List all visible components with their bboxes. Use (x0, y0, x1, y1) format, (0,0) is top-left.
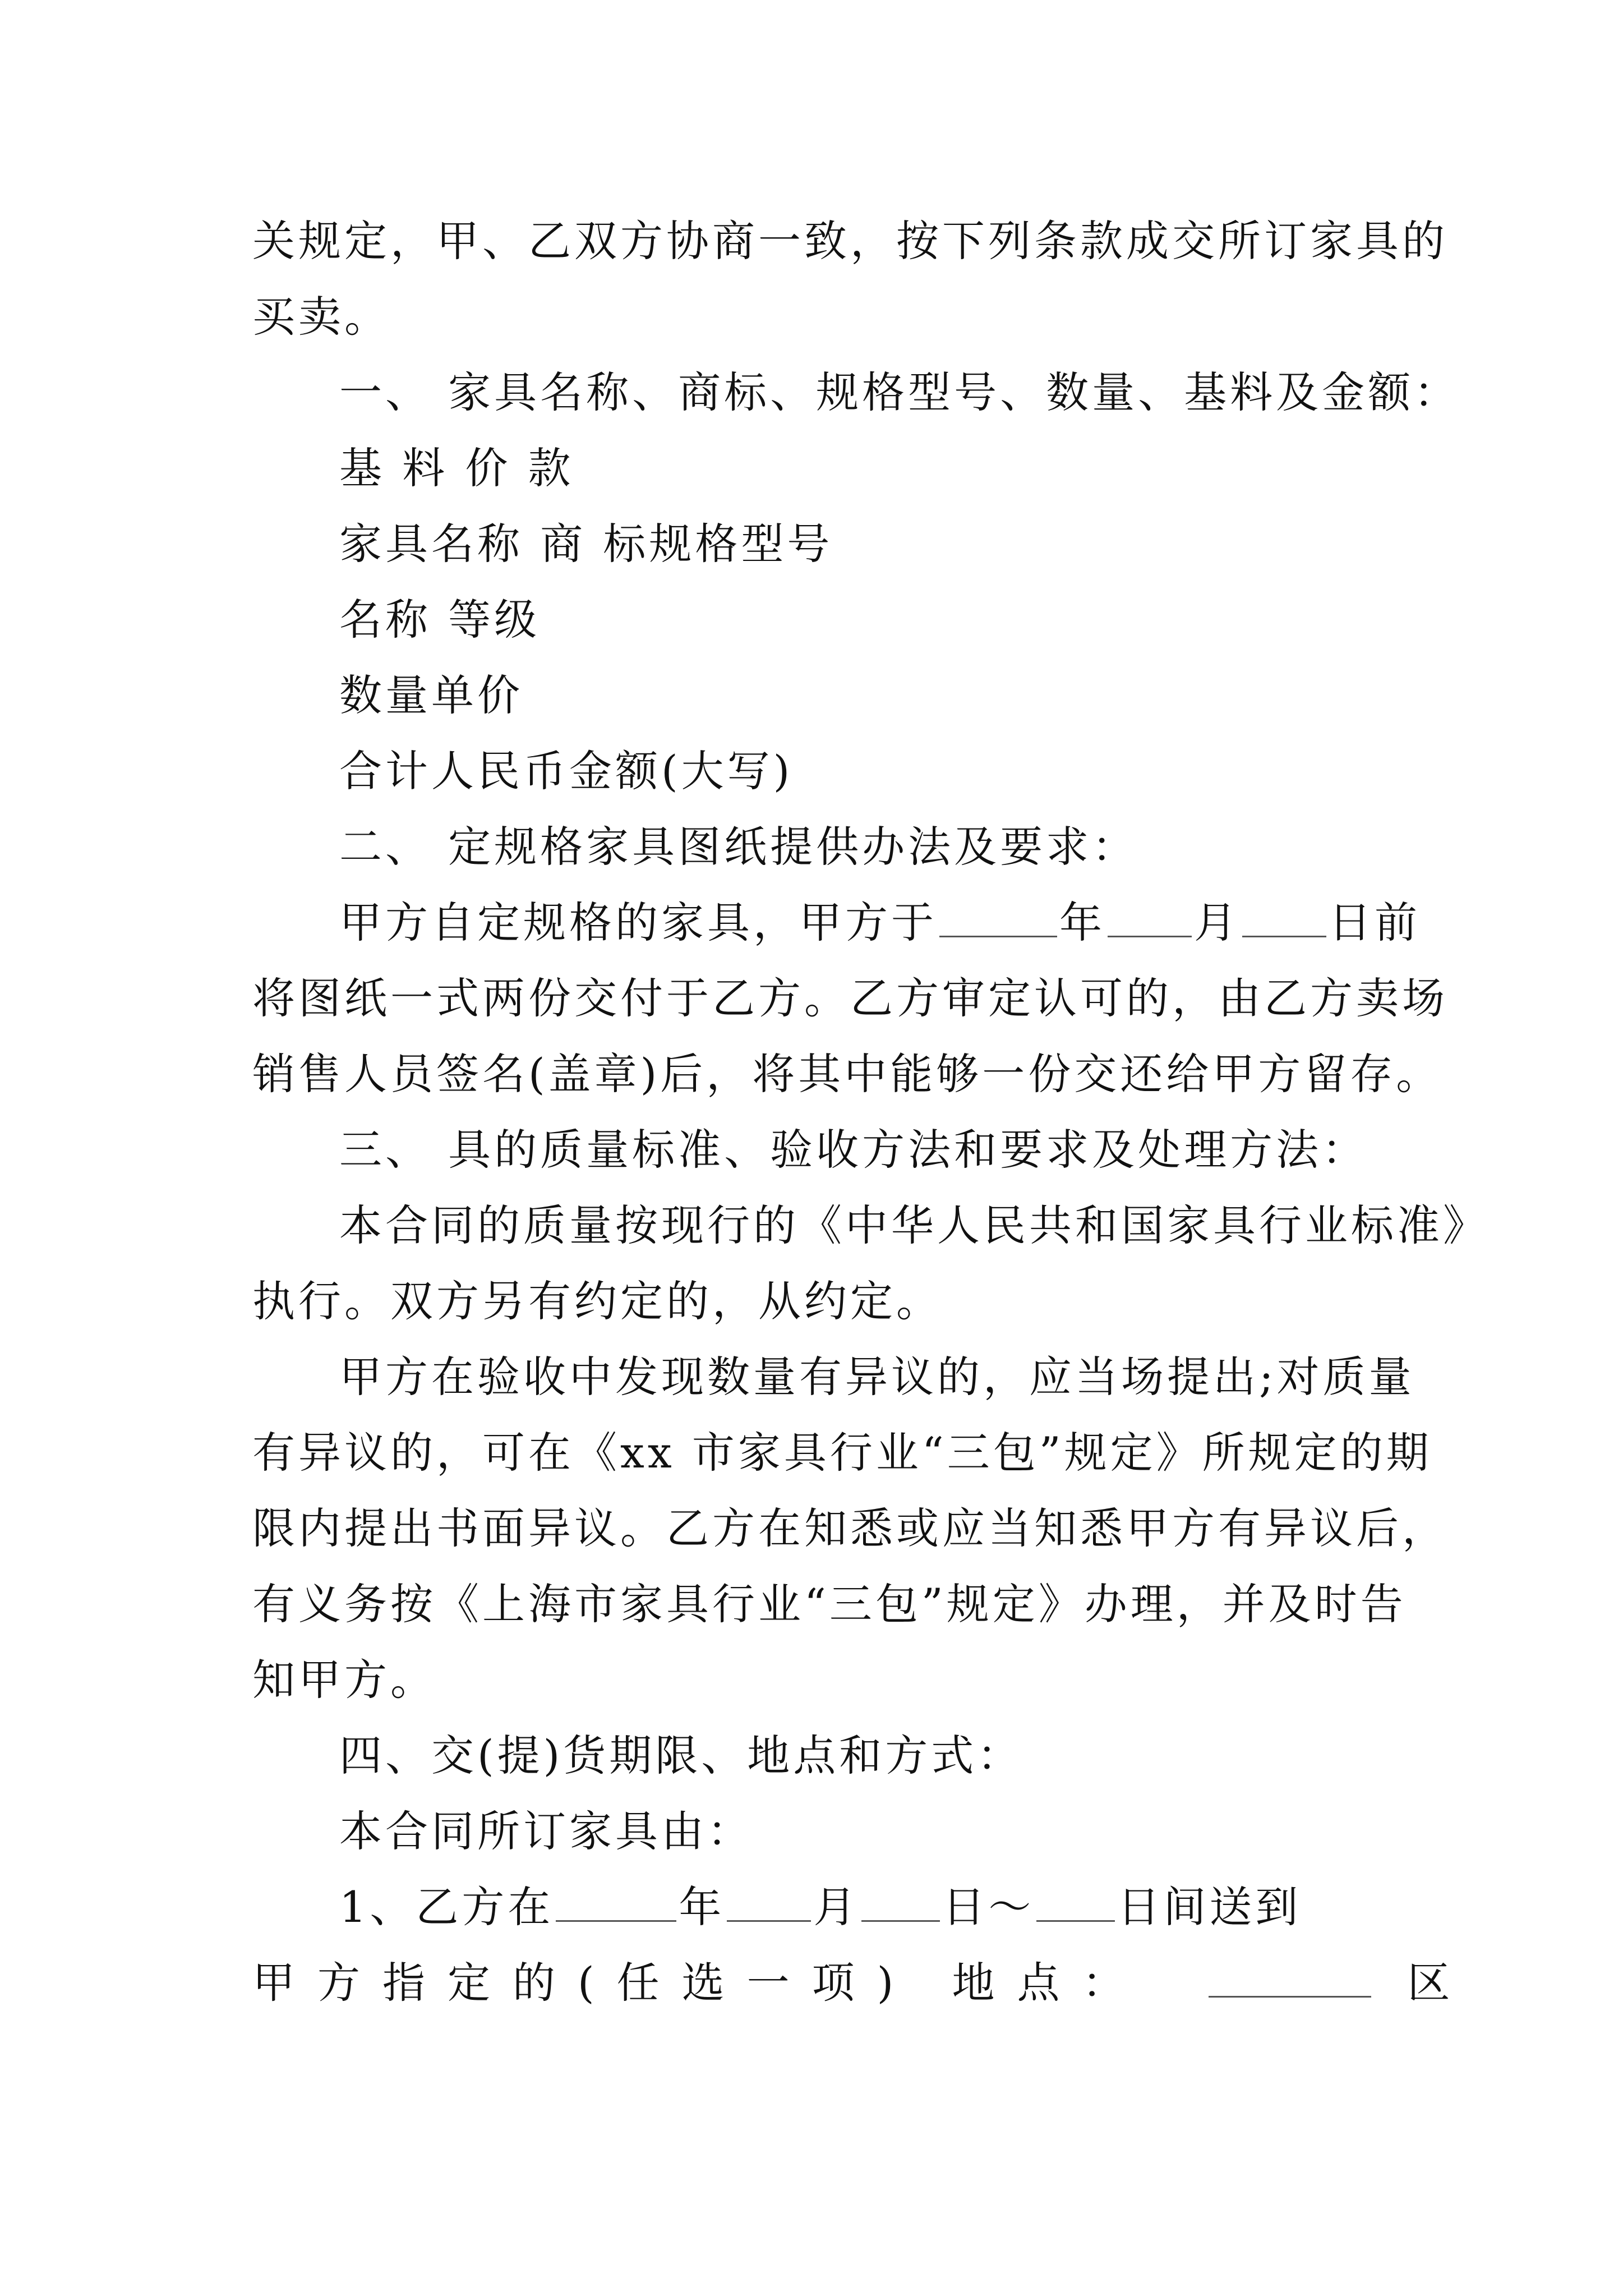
month-blank[interactable] (1108, 899, 1192, 937)
delivery-day-start-blank[interactable] (861, 1883, 940, 1922)
paragraph-line-1: 关规定，甲、乙双方协商一致，按下列条款成交所订家具的 (252, 216, 1448, 266)
drawing-date-text: 甲方自定规格的家具，甲方于 (339, 898, 937, 947)
delivery-year-label: 年 (679, 1882, 725, 1932)
paragraph-line-objection-4: 有义务按《上海市家具行业“三包”规定》办理，并及时告 (252, 1579, 1407, 1629)
table-header-quantity-price: 数量单价 (339, 670, 523, 720)
delivery-day-start-label: 日～ (942, 1882, 1035, 1932)
section-heading-1: 一、 家具名称、商标、规格型号、数量、基料及金额： (339, 367, 1460, 417)
table-header-name-brand: 家具名称 商 标规格型号 (339, 519, 833, 569)
delivery-year-blank[interactable] (556, 1883, 676, 1922)
table-header-name-grade: 名称 等级 (339, 595, 541, 645)
delivery-location-text: 甲方指定的(任选一项) 地点： (252, 1958, 1147, 2008)
paragraph-line-drawings-2: 销售人员签名(盖章)后，将其中能够一份交还给甲方留存。 (252, 1049, 1442, 1099)
section-heading-2: 二、 定规格家具图纸提供办法及要求： (339, 822, 1138, 872)
paragraph-line-2: 买卖。 (252, 292, 390, 342)
paragraph-line-objection-3: 限内提出书面异议。乙方在知悉或应当知悉甲方有异议后， (252, 1503, 1448, 1553)
day-blank[interactable] (1242, 899, 1326, 937)
section-heading-3: 三、 具的质量标准、验收方法和要求及处理方法： (339, 1125, 1368, 1175)
delivery-intro: 本合同所订家具由： (339, 1806, 753, 1856)
delivery-item-1-text: 1、乙方在 (339, 1882, 554, 1932)
paragraph-line-objection-5: 知甲方。 (252, 1655, 436, 1705)
drawing-date-line (339, 889, 1421, 956)
delivery-location-line (252, 1949, 1454, 2017)
section-heading-4: 四、交(提)货期限、地点和方式： (339, 1731, 1023, 1780)
paragraph-line-objection-1: 甲方在验收中发现数量有异议的，应当场提出;对质量 (339, 1352, 1415, 1402)
paragraph-line-quality-2: 执行。双方另有约定的，从约定。 (252, 1276, 942, 1326)
paragraph-line-objection-2: 有异议的，可在《xx 市家具行业“三包”规定》所规定的期 (252, 1428, 1432, 1478)
paragraph-line-quality-1: 本合同的质量按现行的《中华人民共和国家具行业标准》 (339, 1200, 1489, 1250)
district-label: 区 (1407, 1958, 1454, 2008)
year-blank[interactable] (939, 899, 1057, 937)
day-label: 日前 (1329, 898, 1421, 947)
month-label: 月 (1194, 898, 1240, 947)
total-amount-label: 合计人民币金额(大写) (339, 746, 794, 796)
delivery-day-end-blank[interactable] (1036, 1883, 1115, 1922)
delivery-day-end-label: 日间送到 (1117, 1882, 1302, 1932)
delivery-date-line (339, 1874, 1402, 1941)
paragraph-line-drawings-1: 将图纸一式两份交付于乙方。乙方审定认可的，由乙方卖场 (252, 973, 1448, 1023)
delivery-month-label: 月 (813, 1882, 860, 1932)
district-blank[interactable] (1209, 1959, 1371, 1998)
table-header-base-price: 基 料 价 款 (339, 443, 574, 493)
delivery-month-blank[interactable] (727, 1883, 811, 1922)
year-label: 年 (1059, 898, 1105, 947)
